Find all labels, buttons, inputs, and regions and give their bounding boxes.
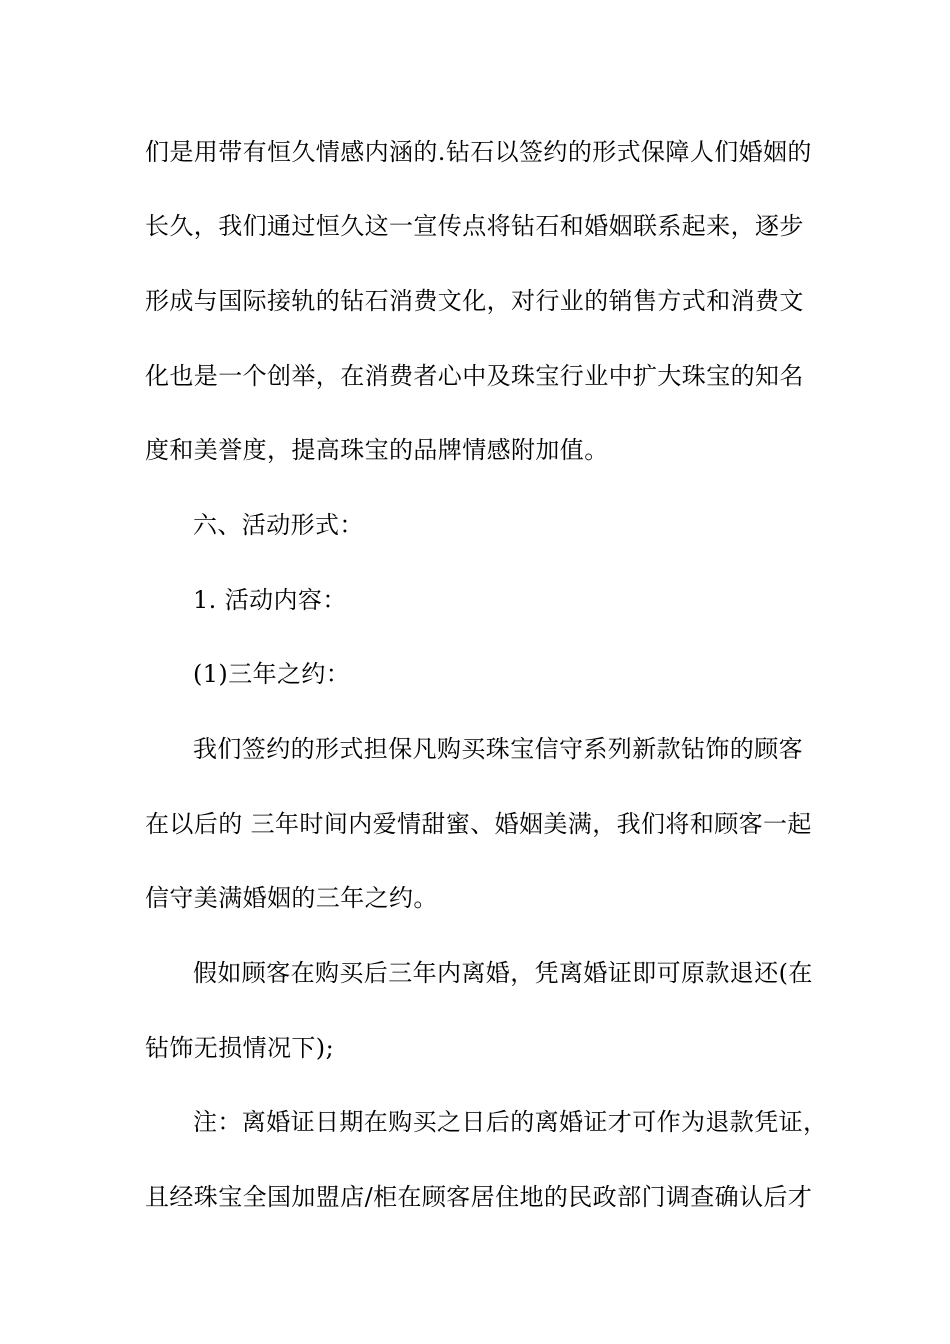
subsection-heading: 1. 活动内容： [193, 586, 347, 614]
text-line: 假如顾客在购买后三年内离婚，凭离婚证即可原款退还(在 [193, 959, 813, 987]
text-line: 度和美誉度，提高珠宝的品牌情感附加值。 [145, 436, 609, 464]
section-heading: 六、活动形式： [193, 511, 364, 539]
text-line: 们是用带有恒久情感内涵的.钻石以签约的形式保障人们婚姻的 [145, 138, 812, 166]
note-line: 注：离婚证日期在购买之日后的离婚证才可作为退款凭证， [193, 1108, 828, 1136]
text-line: 且经珠宝全国加盟店/柜在顾客居住地的民政部门调查确认后才 [145, 1183, 813, 1211]
text-line: 我们签约的形式担保凡购买珠宝信守系列新款钻饰的顾客 [193, 735, 803, 763]
text-line: 长久，我们通过恒久这一宣传点将钻石和婚姻联系起来，逐步 [145, 212, 804, 240]
text-line: 信守美满婚姻的三年之约。 [145, 884, 438, 912]
text-line: 化也是一个创举，在消费者心中及珠宝行业中扩大珠宝的知名 [145, 362, 804, 390]
item-heading: (1)三年之约： [193, 660, 351, 688]
text-line: 在以后的 三年时间内爱情甜蜜、婚姻美满，我们将和顾客一起 [145, 810, 812, 838]
text-line: 形成与国际接轨的钻石消费文化，对行业的销售方式和消费文 [145, 287, 804, 315]
text-line: 钻饰无损情况下); [145, 1034, 335, 1062]
